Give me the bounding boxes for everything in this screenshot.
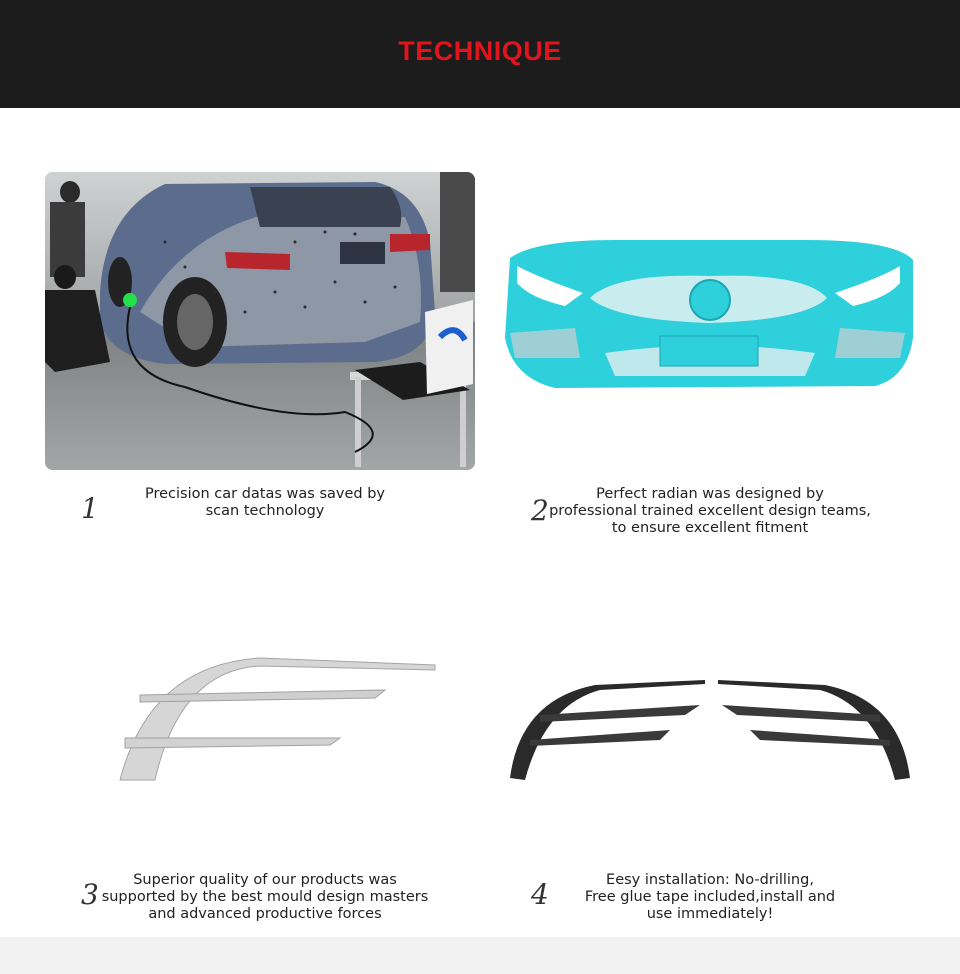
scanned-bumper-image [495,228,920,393]
caption-line: Free glue tape included,install and [584,889,836,905]
footer-band [0,937,960,974]
caption-line: Superior quality of our products was [133,872,397,888]
step-3-caption [95,872,435,923]
caption-line: supported by the best mould design masters [101,889,429,905]
primer-canard-image [110,640,440,790]
caption-line: to ensure excellent fitment [611,520,809,536]
caption-line: Eesy installation: No-drilling, [606,872,814,888]
carbon-canards-image [500,670,920,790]
step-4-caption [575,872,845,923]
step-1-caption [140,486,390,520]
caption-line: scan technology [205,503,325,519]
step-number-3: 3 [81,878,99,911]
caption-line: use immediately! [646,906,774,922]
step-number-1: 1 [81,492,99,525]
caption-line: Precision car datas was saved by [144,486,385,502]
section-title: TECHNIQUE [398,36,562,66]
car-scanning-photo [45,172,475,470]
step-number-2: 2 [531,494,549,527]
caption-line: professional trained excellent design teams, [549,503,871,519]
step-2-caption [545,486,875,537]
caption-line: Perfect radian was designed by [596,486,824,502]
header-banner [0,0,960,108]
step-number-4: 4 [531,878,549,911]
caption-line: and advanced productive forces [148,906,382,922]
